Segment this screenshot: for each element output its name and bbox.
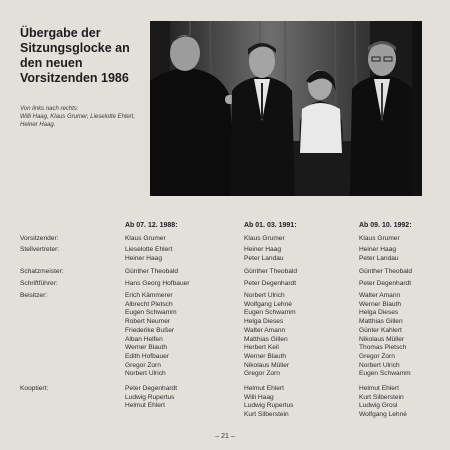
cell-name: Günther Theobald <box>359 268 413 275</box>
cell <box>244 385 293 420</box>
cell-name: Albrecht Pletsch <box>125 300 173 308</box>
cell-name: Kurt Silberstein <box>244 411 289 419</box>
cell <box>125 280 190 289</box>
cell-name: Helga Dieses <box>359 309 399 317</box>
cell-name: Günter Kahlert <box>359 326 402 334</box>
row-label: Kooptiert: <box>20 385 49 392</box>
cell-name: Edith Hofbauer <box>125 352 169 360</box>
cell-name: Heiner Haag <box>125 254 163 262</box>
cell-name: Norbert Ulrich <box>125 370 166 378</box>
title-line: Sitzungsglocke an <box>20 41 130 55</box>
cell-name: Lieselotte Ehlert <box>125 246 173 253</box>
cell <box>125 246 172 263</box>
cell-name: Ludwig Rupertus <box>125 393 175 401</box>
cell <box>244 280 296 289</box>
caption-line: Willi Haag, Klaus Grumer, Lieselotte Ehlert, <box>20 114 135 120</box>
cell-name: Nikolaus Müller <box>244 361 290 369</box>
row-label: Vorsitzender: <box>20 235 59 242</box>
cell-name: Herbert Keil <box>244 344 279 352</box>
cell-name: Werner Blauth <box>359 300 402 308</box>
cell-name: Helmut Ehlert <box>359 385 399 392</box>
caption-line: Heiner Haag. <box>20 122 56 128</box>
cell-name: Günther Theobald <box>125 268 179 275</box>
title-line: Übergabe der <box>20 26 101 40</box>
cell-name: Helmut Ehlert <box>244 385 284 392</box>
cell-name: Erich Kämmerer <box>125 292 173 299</box>
cell <box>359 385 407 420</box>
page-title <box>20 26 150 86</box>
cell-name: Heiner Haag <box>359 246 397 253</box>
photo-caption <box>20 105 148 129</box>
cell-name: Günther Theobald <box>244 268 298 275</box>
cell-name: Peter Landau <box>359 254 399 262</box>
title-line: Vorsitzenden 1986 <box>20 71 129 85</box>
cell-name: Klaus Grumer <box>125 235 166 242</box>
cell <box>359 235 400 244</box>
row-label: Schatzmeister: <box>20 268 64 275</box>
cell-name: Walter Amann <box>359 292 401 299</box>
cell-name: Matthias Gillen <box>244 335 288 343</box>
cell <box>244 268 297 277</box>
page-number: – 21 – <box>215 433 235 440</box>
cell-name: Walter Amann <box>244 326 286 334</box>
cell-name: Klaus Grumer <box>359 235 400 242</box>
cell-name: Ludwig Grosl <box>359 402 398 410</box>
cell-name: Kurt Silberstein <box>359 393 404 401</box>
cell-name: Werner Blauth <box>244 352 287 360</box>
cell <box>125 268 178 277</box>
cell-name: Hans Georg Hofbauer <box>125 280 190 287</box>
cell <box>359 292 411 379</box>
cell <box>244 292 296 379</box>
cell-name: Gregor Zorn <box>125 361 161 369</box>
column-header: Ab 01. 03. 1991: <box>244 222 297 229</box>
cell <box>244 235 285 244</box>
cell-name: Heiner Haag <box>244 246 282 253</box>
row-label: Schriftführer: <box>20 280 58 287</box>
cell-name: Gregor Zorn <box>244 370 280 378</box>
cell <box>244 246 284 263</box>
cell <box>359 268 412 277</box>
group-photo-illustration <box>150 21 422 196</box>
row-label: Stellvertreter: <box>20 246 60 253</box>
cell-name: Wolfgang Lehné <box>359 411 407 419</box>
cell-name: Ludwig Rupertus <box>244 402 294 410</box>
cell-name: Klaus Grumer <box>244 235 285 242</box>
cell <box>125 292 177 379</box>
cell-name: Peter Degenhardt <box>244 280 297 287</box>
cell-name: Peter Landau <box>244 254 284 262</box>
cell-name: Norbert Ulrich <box>244 292 285 299</box>
cell-name: Robert Neumer <box>125 318 171 326</box>
cell-name: Wolfgang Lehné <box>244 300 292 308</box>
cell-name: Gregor Zorn <box>359 352 395 360</box>
cell-name: Werner Blauth <box>125 344 168 352</box>
column-header: Ab 09. 10. 1992: <box>359 222 412 229</box>
cell-name: Eugen Schwamm <box>125 309 177 317</box>
cell-name: Peter Degenhardt <box>125 385 178 392</box>
cell <box>359 280 411 289</box>
cell-name: Helga Dieses <box>244 318 284 326</box>
cell-name: Alban Helfen <box>125 335 163 343</box>
cell-name: Friederike Bußer <box>125 326 175 334</box>
row-label: Beisitzer: <box>20 292 48 299</box>
caption-line: Von links nach rechts: <box>20 106 79 112</box>
cell-name: Willi Haag <box>244 393 274 401</box>
cell-name: Peter Degenhardt <box>359 280 412 287</box>
cell-name: Eugen Schwamm <box>359 370 411 378</box>
group-photo <box>150 21 422 196</box>
cell <box>125 235 166 244</box>
title-line: den neuen <box>20 56 83 70</box>
cell <box>125 385 177 411</box>
cell-name: Nikolaus Müller <box>359 335 405 343</box>
cell-name: Helmut Ehlert <box>125 402 165 410</box>
cell-name: Matthias Gillen <box>359 318 403 326</box>
column-header: Ab 07. 12. 1988: <box>125 222 178 229</box>
cell-name: Eugen Schwamm <box>244 309 296 317</box>
cell-name: Norbert Ulrich <box>359 361 400 369</box>
cell-name: Thomas Pietsch <box>359 344 407 352</box>
cell <box>359 246 399 263</box>
